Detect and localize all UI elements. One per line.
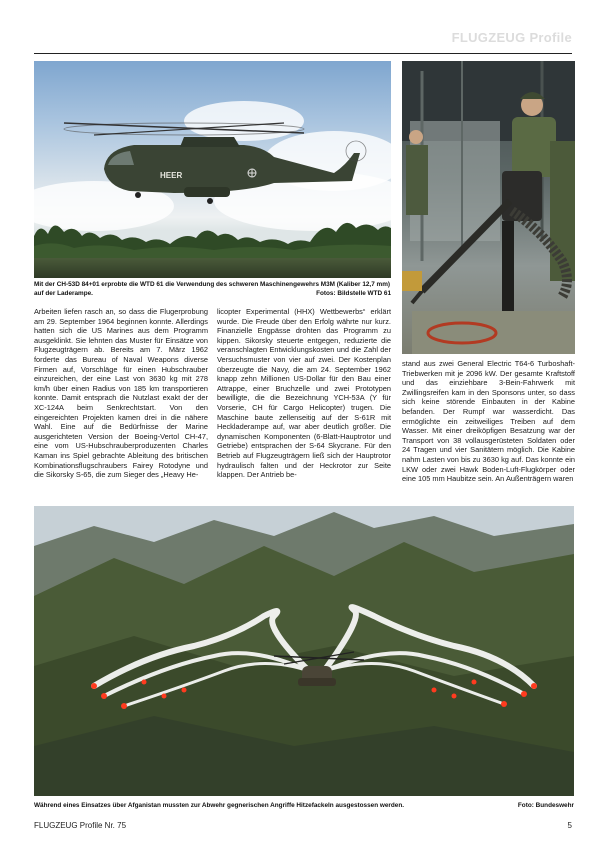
heer-marking: HEER [160,171,183,180]
photo-credit: Fotos: Bildstelle WTD 61 [316,290,391,297]
gunner-illustration [402,61,575,354]
article-column-3: stand aus zwei General Electric T64-6 Turboshaft-Triebwerken mit je 2096 kW. Der gesamte Kraftstoff und das einziehbare 3-Bein-Fahrwerk mit Zwillingsreifen kam in den Sponsons unter, so dass sich keine störende Einbauten in der Kabine befanden. Der Rumpf war wasserdicht. Das ermöglichte ein zeitweiliges Treiben auf dem Wasser. Mit einer dreiköpfigen Besatzung war der Transport von 38 vollausgerüsteten Soldaten oder 24 Tragen und vier Sanitätern möglich. Die Kabine nahm Lasten von bis zu 3630 kg auf. Das konnte ein LKW oder zwei Hawk Boden-Luft-Flugkörper oder eine 105 mm Haubitze sein. An Außenträgern waren [402,359,575,484]
page-number: 5 [567,821,572,830]
article-column-2: licopter Experimental (HHX) Wettbewerbs“ erklärt wurde. Die Freude über den Erfolg währte nur kurz. Finanzielle Engpässe drohten das Programm zu kippen. Sikorsky steuerte entgegen, reduzierte die veranschlagten Entwicklungskosten und die Zahl der Versuchsmuster von vier auf zwei. Der Kostenplan überzeugte die Navy, die am 24. September 1962 knapp zehn Millionen US-Dollar für den Bau einer Attrappe, einer Bruchzelle und zwei Prototypen bewilligte, die die Bezeichnung YCH-53A (Y für Vorserie, CH für Cargo Helicopter) trugen. Die Maschine baute zellenseitig auf der S-61R mit Heckladerampe auf, war aber deutlich größer. Die dynamischen Komponenten (6-Blatt-Hauptrotor und Getriebe) entsprachen der S-64 Skycrane. Für den Betrieb auf Flugzeugträgern ließ sich der Hauptrotor hydraulisch falten und der Heckrotor zur Seite klappen. Der Antrieb be- [217,307,391,480]
article-column-1: Arbeiten liefen rasch an, so dass die Flugerprobung am 29. September 1964 beginnen konnte. Allerdings hatten sich die US Marines aus dem Programm ausgeklinkt. Sie lehnten das Muster für Einsätze von Flugzeugträgern ab. Bereits am 7. März 1962 forderte das Bureau of Naval Weapons diverse Firmen auf, Vorschläge für einen Hubschrauber einzureichen, der eine Last von 3630 kg mit 278 km/h über einen Radius von 185 km transportieren konnte. Damit entsprach die Nutzlast exakt der der XC-124A beim Senkrechtstart. Von den eingereichten Projekten kamen drei in die nähere Wahl. Eine auf die Bedürfnisse der Marine ausgerichteten Version der Boeing-Vertol CH-47, eine vom US-Hubschrauberproduzenten Charles Kaman ins Spiel gebrachte Ableitung des britischen Kombinationsflugschraubers Fairey Rotodyne und die Sikorsky S-65, die zum Sieger des „Heavy He- [34,307,208,480]
caption-text: Während eines Einsatzes über Afganistan mussten zur Abwehr gegnerischen Angriffe Hitzefackeln ausgestossen werden. [34,802,405,809]
photo-ch53-in-flight [34,61,391,278]
header-rule [34,53,572,54]
running-header: FLUGZEUG Profile [451,30,572,45]
photo-flares-afghanistan [34,506,574,796]
footer-publication: FLUGZEUG Profile Nr. 75 [34,821,127,830]
photo-credit: Foto: Bundeswehr [517,802,574,809]
flares-illustration [34,506,574,796]
photo-caption-top [34,280,391,298]
photo-door-gunner [402,61,575,354]
caption-text: Mit der CH-53D 84+01 erprobte die WTD 61 die Verwendung des schweren Maschinengewehrs M3M (Kaliber 12,7 mm) auf der Laderampe. [34,281,391,297]
ch53-helicopter-illustration [34,61,391,278]
photo-caption-bottom [34,801,574,810]
